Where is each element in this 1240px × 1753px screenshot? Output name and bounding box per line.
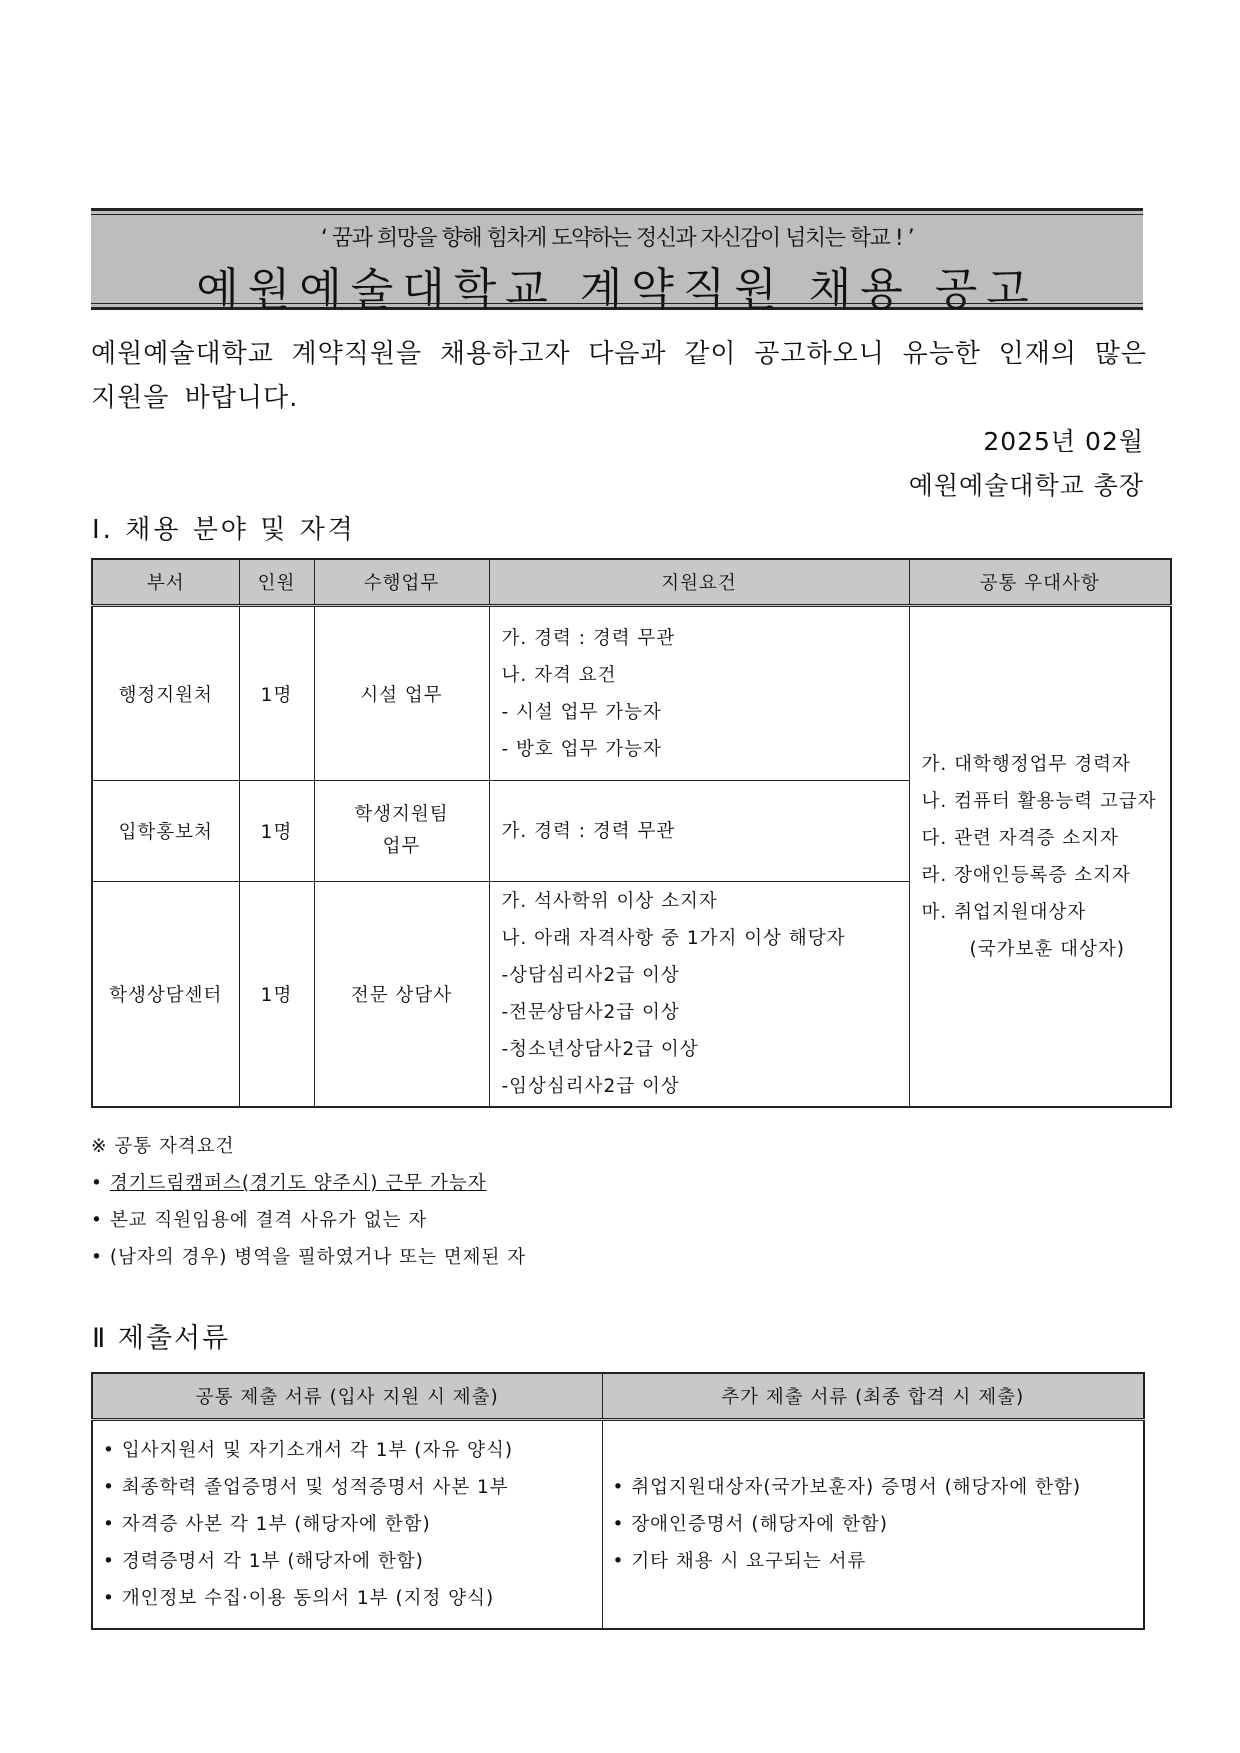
header-count: 인원 [239, 559, 314, 606]
doc-text: 취업지원대상자(국가보훈자) 증명서 (해당자에 한함) [631, 1477, 1082, 1498]
bullet: • [91, 1210, 103, 1231]
dept-cell: 학생상담센터 [92, 882, 239, 1108]
preference-line: 가. 대학행정업무 경력자 [921, 753, 1131, 775]
list-item [103, 1432, 601, 1469]
requirement-line: -전문상담사2급 이상 [501, 1002, 680, 1023]
table-header-row [92, 1373, 1144, 1420]
doc-text: 경력증명서 각 1부 (해당자에 한함) [121, 1551, 424, 1572]
bullet: • [91, 1247, 103, 1268]
additional-docs-cell [602, 1420, 1144, 1630]
bullet: • [612, 1551, 625, 1572]
list-item [103, 1580, 601, 1617]
duty-cell: 시설 업무 [314, 606, 489, 781]
requirements-cell [489, 781, 909, 882]
requirement-line: -임상심리사2급 이상 [501, 1076, 680, 1097]
page-title: 예원예술대학교 계약직원 채용 공고 [196, 264, 1038, 315]
duty-line: 학생지원팀 [354, 804, 449, 825]
requirement-line: - 시설 업무 가능자 [501, 701, 662, 723]
notice-date: 2025년 02월 [983, 427, 1144, 456]
list-item [91, 1165, 526, 1202]
header-dept: 부서 [92, 559, 239, 606]
bullet: • [103, 1477, 115, 1498]
requirement-line: 나. 자격 요건 [501, 664, 617, 686]
section-2-heading: Ⅱ 제출서류 [92, 1323, 231, 1354]
count-cell: 1명 [239, 882, 314, 1108]
bullet: • [103, 1588, 115, 1609]
requirements-cell [489, 606, 909, 781]
doc-text: 기타 채용 시 요구되는 서류 [631, 1551, 867, 1572]
section-1-heading: Ⅰ. 채용 분야 및 자격 [92, 515, 356, 545]
doc-text: 장애인증명서 (해당자에 한함) [631, 1514, 888, 1535]
count-cell: 1명 [239, 781, 314, 882]
duty-line: 업무 [382, 836, 421, 857]
header-additional-docs: 추가 제출 서류 (최종 합격 시 제출) [602, 1373, 1144, 1420]
preference-line: 나. 컴퓨터 활용능력 고급자 [921, 790, 1157, 812]
table-row [92, 606, 1171, 781]
bullet: • [103, 1514, 115, 1535]
common-requirement-text: 경기드림캠퍼스(경기도 양주시) 근무 가능자 [109, 1173, 487, 1194]
bullet: • [612, 1514, 625, 1535]
doc-text: 자격증 사본 각 1부 (해당자에 한함) [121, 1514, 431, 1535]
duty-cell: 전문 상담사 [314, 882, 489, 1108]
requirement-line: -청소년상담사2급 이상 [501, 1039, 699, 1060]
requirement-line: 나. 아래 자격사항 중 1가지 이상 해당자 [501, 928, 846, 949]
duty-cell [314, 781, 489, 882]
preference-line: 라. 장애인등록증 소지자 [921, 864, 1131, 886]
doc-text: 입사지원서 및 자기소개서 각 1부 (자유 양식) [121, 1440, 514, 1461]
common-requirements-heading: ※ 공통 자격요건 [91, 1136, 235, 1157]
signer: 예원예술대학교 총장 [908, 471, 1144, 500]
preferences-cell [909, 606, 1171, 1108]
slogan: ‘ 꿈과 희망을 향해 힘차게 도약하는 정신과 자신감이 넘치는 학교 ! ’ [320, 226, 914, 251]
list-item [613, 1543, 1143, 1580]
header-duty: 수행업무 [314, 559, 489, 606]
dept-cell: 입학홍보처 [92, 781, 239, 882]
bullet: • [103, 1440, 115, 1461]
common-requirement-text: (남자의 경우) 병역을 필하였거나 또는 면제된 자 [109, 1247, 527, 1268]
header-common-docs: 공통 제출 서류 (입사 지원 시 제출) [92, 1373, 602, 1420]
preference-line: 다. 관련 자격증 소지자 [921, 827, 1119, 849]
list-item [613, 1469, 1143, 1506]
positions-table [91, 558, 1172, 1108]
common-docs-cell [92, 1420, 602, 1630]
common-requirements [91, 1128, 526, 1276]
requirements-cell [489, 882, 909, 1108]
title-banner [91, 208, 1143, 315]
intro-paragraph: 예원예술대학교 계약직원을 채용하고자 다음과 같이 공고하오니 유능한 인재의 많은 지원을 바랍니다. [91, 339, 1147, 413]
doc-text: 개인정보 수집·이용 동의서 1부 (지정 양식) [121, 1588, 495, 1609]
header-preferences: 공통 우대사항 [909, 559, 1171, 606]
bullet: • [612, 1477, 625, 1498]
header-requirements: 지원요건 [489, 559, 909, 606]
table-header-row [92, 559, 1171, 606]
requirement-line: 가. 경력 : 경력 무관 [501, 820, 676, 842]
list-item [91, 1202, 526, 1239]
count-cell: 1명 [239, 606, 314, 781]
bullet: • [91, 1173, 103, 1194]
requirement-line: 가. 경력 : 경력 무관 [501, 627, 676, 649]
list-item [103, 1469, 601, 1506]
list-item [103, 1543, 601, 1580]
preference-line: (국가보훈 대상자) [969, 938, 1125, 960]
list-item [103, 1506, 601, 1543]
requirement-line: - 방호 업무 가능자 [501, 738, 662, 760]
dept-cell: 행정지원처 [92, 606, 239, 781]
list-item [613, 1506, 1143, 1543]
documents-table [91, 1372, 1145, 1630]
requirement-line: 가. 석사학위 이상 소지자 [501, 891, 718, 912]
preference-line: 마. 취업지원대상자 [921, 901, 1087, 923]
requirement-line: -상담심리사2급 이상 [501, 965, 680, 986]
common-requirement-text: 본교 직원임용에 결격 사유가 없는 자 [109, 1210, 428, 1231]
list-item [91, 1239, 526, 1276]
doc-text: 최종학력 졸업증명서 및 성적증명서 사본 1부 [121, 1477, 509, 1498]
table-row [92, 1420, 1144, 1630]
bullet: • [103, 1551, 115, 1572]
